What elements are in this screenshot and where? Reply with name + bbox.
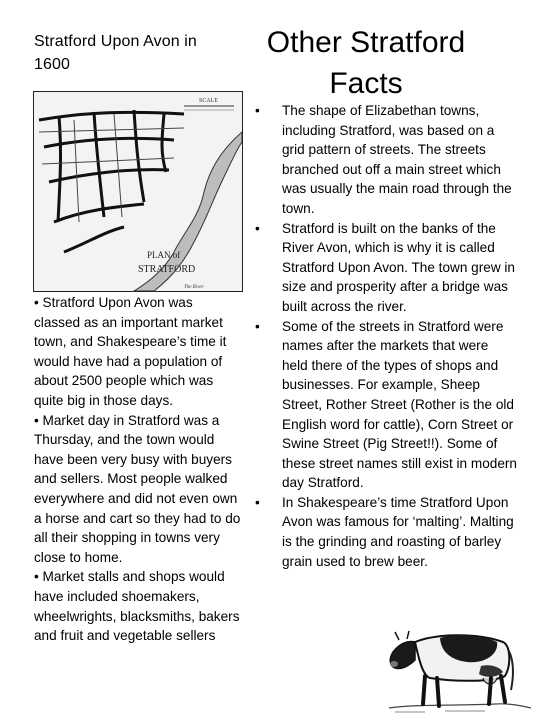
- map-scale-label: SCALE: [199, 98, 219, 104]
- fact-text: The shape of Elizabethan towns, including Stratford, was based on a grid pattern of streets. The streets branched out off a main street which was usually the main road through the town.: [282, 103, 512, 216]
- map-river-label: The River: [184, 285, 204, 290]
- left-paragraph: • Market day in Stratford was a Thursday, and the town would have been very busy with buyers and sellers. Most people walked everywhere and did not even own a horse and cart so they had to do all their shopping in towns very close to home.: [34, 412, 241, 565]
- fact-item: [255, 219, 517, 317]
- bullet: •: [255, 318, 260, 334]
- bullet: •: [255, 220, 260, 236]
- fact-item: [255, 493, 517, 571]
- facts-list: [255, 101, 517, 571]
- fact-item: [255, 101, 517, 219]
- left-body-text: [34, 293, 242, 646]
- cow-icon: [385, 620, 533, 716]
- fact-text: Stratford is built on the banks of the River Avon, which is why it is called Stratford Upon Avon. The town grew in size and prosperity after a bridge was built across the river.: [282, 220, 515, 314]
- fact-item: [255, 317, 517, 493]
- bullet: •: [255, 103, 260, 118]
- fact-text: In Shakespeare’s time Stratford Upon Avon was famous for ‘malting’. Malting is the grinding and roasting of barley grain used to brew beer.: [282, 494, 514, 569]
- bullet: •: [255, 494, 260, 510]
- map-town-label: STRATFORD: [138, 264, 196, 275]
- left-paragraph: • Market stalls and shops would have included shoemakers, wheelwrights, blacksmiths, bakers and fruit and vegetable sellers: [34, 569, 240, 644]
- stratford-map-image: [33, 91, 243, 292]
- map-plan-label: PLAN of: [147, 250, 181, 260]
- map-drawing: [34, 92, 242, 291]
- left-paragraph: • Stratford Upon Avon was classed as an important market town, and Shakespeare’s time it would have had a population of about 2500 people which was quite big in those days.: [34, 295, 227, 408]
- fact-text: Some of the streets in Stratford were names after the markets that were held there of the types of shops and businesses. For example, Sheep Street, Rother Street (Rother is the old English word for cattle), Corn Street or Swine Street (Pig Street!!). Some of these street names still exist in modern day Stratford.: [282, 318, 517, 491]
- left-title: Stratford Upon Avon in 1600: [34, 33, 197, 73]
- right-title: Other Stratford Facts: [266, 26, 466, 100]
